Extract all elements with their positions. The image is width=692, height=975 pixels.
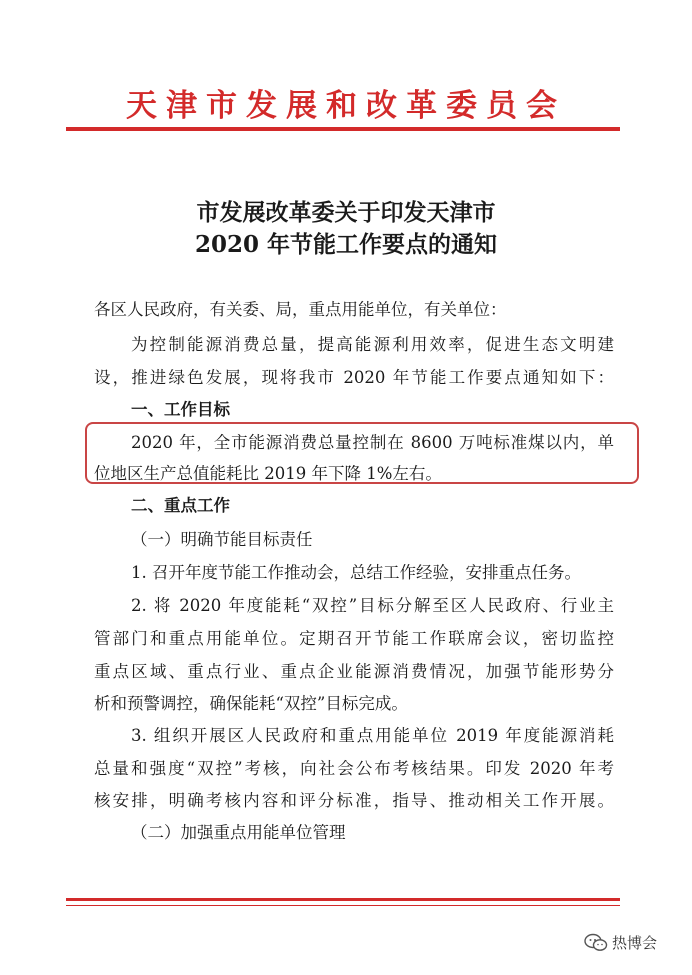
- watermark-text: 热博会: [612, 934, 658, 952]
- item-2-line-3: 重点区域、重点行业、重点企业能源消费情况，加强节能形势分: [94, 662, 614, 681]
- item-3-line-2: 总量和强度“双控”考核，向社会公布考核结果。印发 2020 年考: [94, 759, 614, 778]
- item-1-line: 1. 召开年度节能工作推动会，总结工作经验，安排重点任务。: [131, 563, 581, 582]
- document-title-line-2: 2020 年节能工作要点的通知: [194, 231, 498, 258]
- wechat-watermark: [584, 932, 657, 953]
- goal-line-1: 2020 年，全市能源消费总量控制在 8600 万吨标准煤以内，单: [131, 433, 614, 452]
- item-3-line-3: 核安排，明确考核内容和评分标准，指导、推动相关工作开展。: [94, 791, 614, 810]
- item-2-line-2: 管部门和重点用能单位。定期召开节能工作联席会议，密切监控: [94, 629, 614, 648]
- footer-red-rule-thick: [66, 898, 620, 901]
- goal-line-2: 位地区生产总值能耗比 2019 年下降 1%左右。: [94, 464, 442, 483]
- item-3-line-1: 3. 组织开展区人民政府和重点用能单位 2019 年度能源消耗: [131, 726, 614, 745]
- addressee-line: 各区人民政府，有关委、局，重点用能单位，有关单位：: [94, 300, 507, 319]
- wechat-icon: [584, 933, 608, 953]
- subsection-heading-2: （二）加强重点用能单位管理: [131, 823, 346, 842]
- intro-line-1: 为控制能源消费总量，提高能源利用效率，促进生态文明建: [131, 335, 614, 354]
- intro-line-2: 设，推进绿色发展，现将我市 2020 年节能工作要点通知如下：: [94, 368, 614, 387]
- letterhead-title: 天津市发展和改革委员会: [126, 88, 566, 124]
- subsection-heading-1: （一）明确节能目标责任: [131, 530, 313, 549]
- item-2-line-4: 析和预警调控，确保能耗“双控”目标完成。: [94, 694, 408, 713]
- document-title-line-1: 市发展改革委关于印发天津市: [196, 199, 496, 226]
- section-heading-goals: 一、工作目标: [131, 400, 230, 419]
- letterhead-red-rule: [66, 127, 620, 131]
- footer-red-rule-thin: [66, 905, 620, 906]
- section-heading-key-work: 二、重点工作: [131, 496, 230, 515]
- item-2-line-1: 2. 将 2020 年度能耗“双控”目标分解至区人民政府、行业主: [131, 596, 614, 615]
